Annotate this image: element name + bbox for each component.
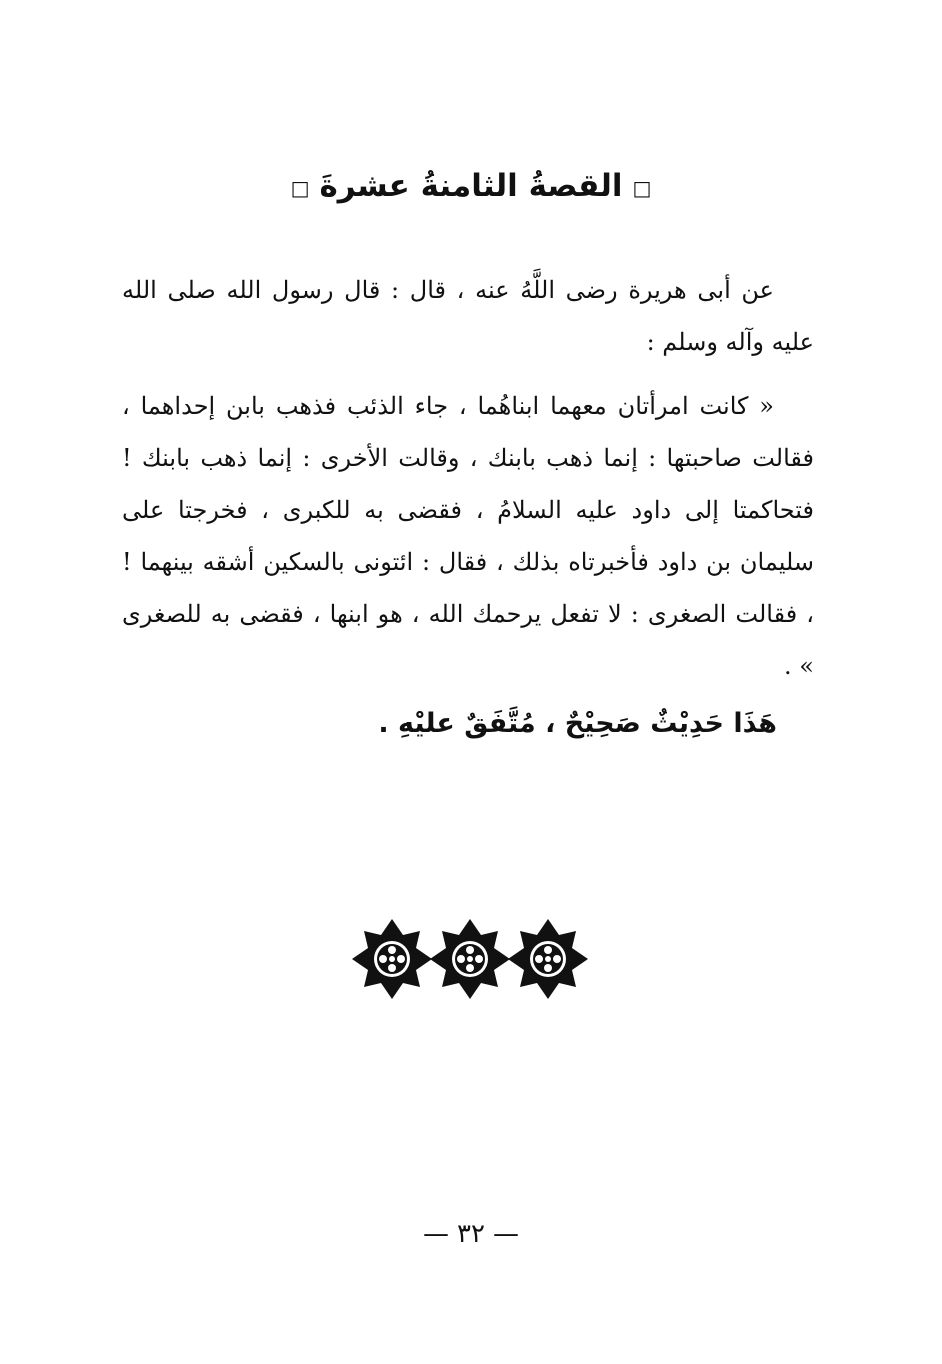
intro-paragraph bbox=[122, 264, 814, 368]
footer-dash-right: — bbox=[492, 1219, 519, 1249]
page-footer bbox=[0, 1214, 942, 1254]
hadith-verdict: هَذَا حَدِيْثٌ صَحِيْحٌ ، مُتَّفَقٌ عليْهِ . bbox=[378, 708, 777, 739]
ornament-flower bbox=[352, 919, 432, 999]
ornament-flower bbox=[508, 919, 588, 999]
hadith-paragraph bbox=[122, 380, 814, 692]
page-number: ٣٢ bbox=[457, 1219, 485, 1249]
box-left-icon: □ bbox=[632, 175, 652, 200]
box-right-icon: □ bbox=[290, 175, 310, 200]
intro-text: عن أبى هريرة رضى اللَّهُ عنه ، قال : قال رسول الله صلى الله عليه وآله وسلم : bbox=[122, 276, 814, 356]
chapter-title: القصةُ الثامنةُ عشرةَ bbox=[319, 168, 623, 204]
footer-dash-left: — bbox=[423, 1219, 450, 1249]
chapter-heading bbox=[0, 160, 942, 214]
hadith-text: « كانت امرأتان معهما ابناهُما ، جاء الذئب فذهب بابن إحداهما ، فقالت صاحبتها : إنما ذهب بابنك ، وقالت الأخرى : إنما ذهب بابنك ! فتحاكمتا إلى داود عليه السلامُ ، فقضى به للكبرى ، فخرجتا على سليمان بن داود فأخبرتاه بذلك ، فقال : ائتونى بالسكين أشقه بينهما ! ، فقالت الصغرى : لا تفعل يرحمك الله ، هو ابنها ، فقضى به للصغرى » . bbox=[122, 392, 814, 680]
ornament-flower bbox=[430, 919, 510, 999]
floral-ornament-icon bbox=[352, 918, 588, 1000]
